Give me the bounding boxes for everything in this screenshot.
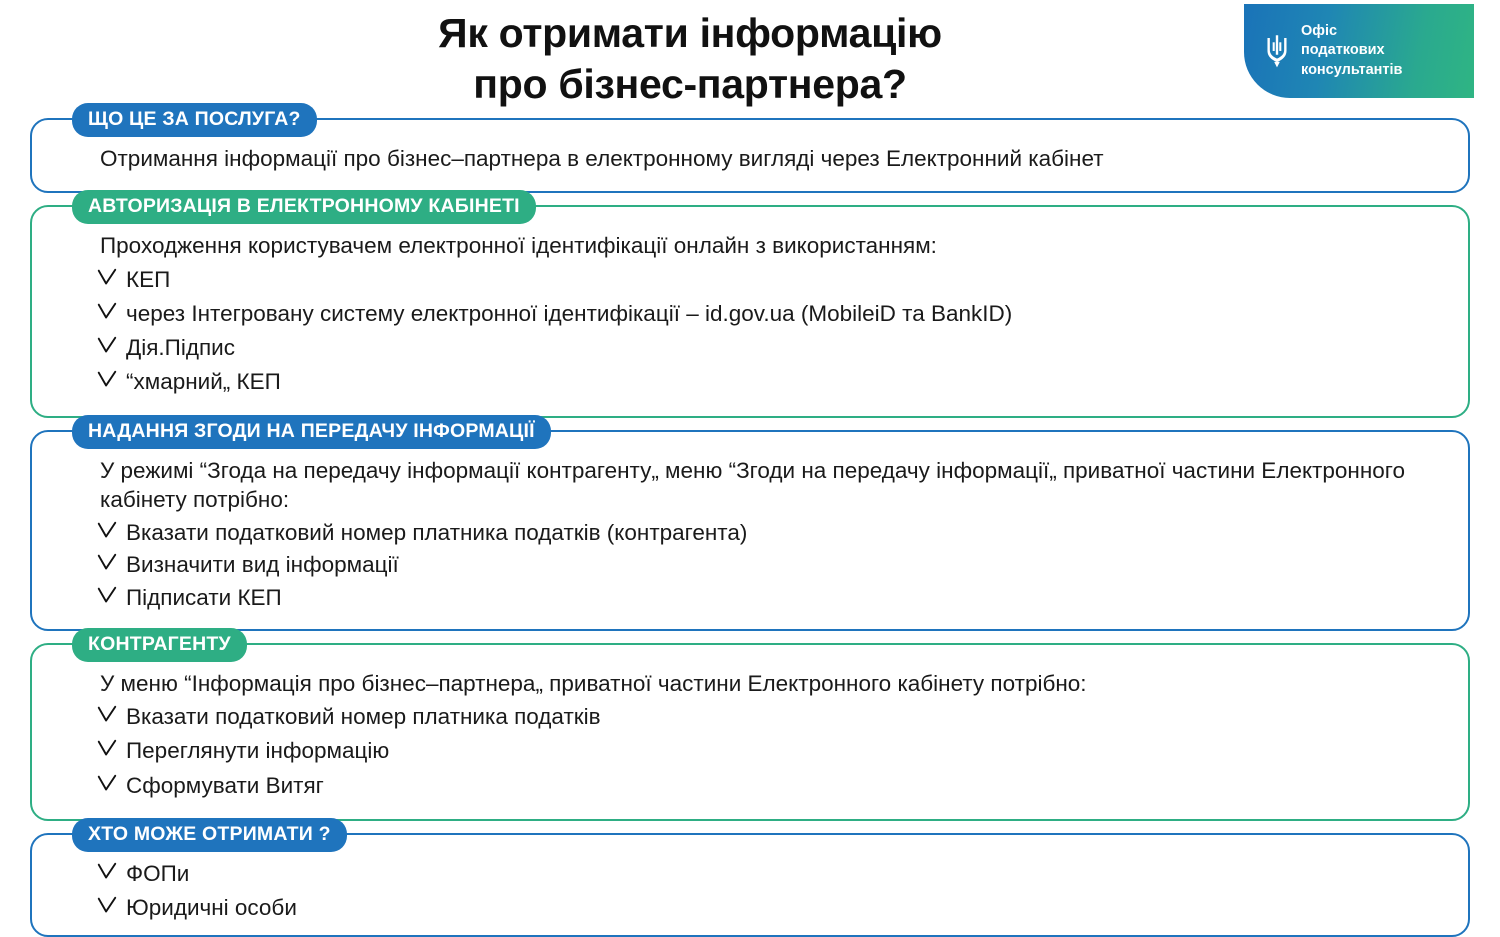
check-icon: [96, 895, 118, 917]
check-icon: [96, 704, 118, 726]
page-header: [0, 0, 1500, 118]
check-icon: [96, 301, 118, 323]
list-item-label: через Інтегровану систему електронної ідентифікації – id.gov.ua (MobileiD та BankID): [126, 300, 1013, 326]
check-icon: [96, 861, 118, 883]
brand-logo-line2: податкових: [1301, 42, 1385, 59]
section-consent: [30, 419, 1470, 631]
section-consent-list: [48, 518, 1452, 612]
list-item-label: ФОПи: [126, 860, 190, 886]
section-counterparty-label: КОНТРАГЕНТУ: [72, 628, 247, 662]
section-who-can-receive: [30, 822, 1470, 937]
list-item-label: Юридичні особи: [126, 895, 297, 920]
page-title-line1: Як отримати інформацію: [438, 10, 942, 56]
section-consent-intro: У режимі “Згода на передачу інформації контрагенту„ меню “Згоди на передачу інформації„ приватної частини Електронного кабінету потрібно:: [100, 457, 1405, 512]
list-item: [48, 367, 1452, 396]
list-item: [48, 518, 1452, 547]
section-counterparty-list: [48, 702, 1452, 800]
list-item: [48, 265, 1452, 294]
list-item-label: Підписати КЕП: [126, 584, 282, 610]
check-icon: [96, 520, 118, 542]
check-icon: [96, 552, 118, 574]
list-item-label: Вказати податковий номер платника податків (контрагента): [126, 520, 748, 545]
brand-logo-line1: Офіс: [1301, 23, 1338, 40]
brand-logo: [1244, 4, 1474, 98]
list-item: [48, 583, 1452, 612]
section-who-can-receive-label: ХТО МОЖЕ ОТРИМАТИ ?: [72, 818, 347, 852]
brand-logo-text: [1301, 22, 1402, 80]
section-counterparty: [30, 632, 1470, 821]
section-auth: [30, 195, 1470, 417]
list-item-label: Переглянути інформацію: [126, 738, 390, 764]
list-item: [48, 736, 1452, 765]
section-service-label: ЩО ЦЕ ЗА ПОСЛУГА?: [72, 103, 317, 137]
list-item-label: Вказати податковий номер платника податків: [126, 704, 601, 729]
list-item: [48, 771, 1452, 800]
section-consent-label: НАДАННЯ ЗГОДИ НА ПЕРЕДАЧУ ІНФОРМАЦІЇ: [72, 415, 551, 449]
check-icon: [96, 773, 118, 795]
list-item-label: Дія.Підпис: [126, 335, 235, 360]
list-item-label: Сформувати Витяг: [126, 772, 324, 798]
list-item-label: Визначити вид інформації: [126, 552, 399, 578]
section-auth-label: АВТОРИЗАЦІЯ В ЕЛЕКТРОННОМУ КАБІНЕТІ: [72, 190, 536, 224]
section-who-can-receive-list: [48, 859, 1452, 923]
brand-logo-line3: консультантів: [1301, 61, 1403, 78]
trident-icon: [1262, 31, 1292, 71]
list-item: [48, 702, 1452, 731]
list-item: [48, 859, 1452, 888]
section-auth-list: [48, 265, 1452, 397]
section-service: [30, 108, 1470, 193]
list-item-label: “хмарний„ КЕП: [126, 369, 281, 395]
page-title-line2: про бізнес-партнера?: [473, 61, 907, 108]
section-counterparty-intro: У меню “Інформація про бізнес–партнера„ приватної частини Електронного кабінету потрібно:: [100, 670, 1087, 696]
check-icon: [96, 267, 118, 289]
check-icon: [96, 335, 118, 357]
check-icon: [96, 585, 118, 607]
list-item: [48, 333, 1452, 362]
list-item-label: КЕП: [126, 266, 171, 292]
section-service-intro: Отримання інформації про бізнес–партнера в електронному вигляді через Електронний кабінет: [100, 146, 1104, 171]
list-item: [48, 893, 1452, 922]
section-auth-intro: Проходження користувачем електронної ідентифікації онлайн з використанням:: [100, 233, 937, 259]
list-item: [48, 299, 1452, 328]
check-icon: [96, 369, 118, 391]
list-item: [48, 550, 1452, 579]
check-icon: [96, 738, 118, 760]
